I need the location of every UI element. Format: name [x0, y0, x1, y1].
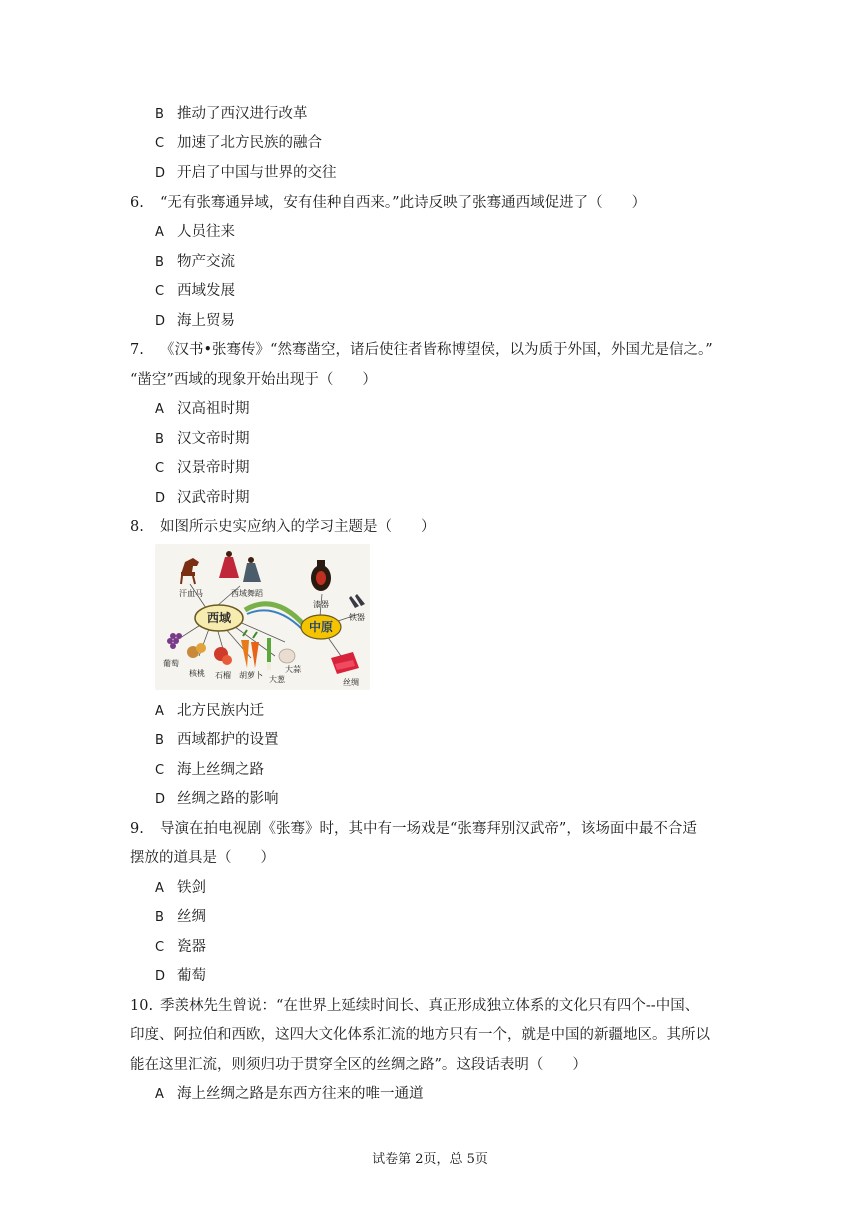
carrot-label: 胡萝卜	[239, 671, 263, 680]
option-letter: A	[155, 704, 164, 719]
question-6	[130, 193, 646, 213]
option-text: 葡萄	[177, 968, 206, 984]
option-text: 汉景帝时期	[177, 460, 250, 476]
option-text: 推动了西汉进行改革	[177, 106, 308, 122]
horse-label: 汗血马	[179, 589, 203, 598]
option-text: 铁剑	[177, 880, 206, 896]
lacquer-vase-icon	[311, 560, 331, 591]
option-text: 人员往来	[177, 224, 235, 240]
question-9	[130, 819, 697, 839]
option-text: 海上贸易	[177, 313, 235, 329]
question-10	[130, 996, 699, 1016]
walnut-icon	[187, 643, 206, 658]
option-letter: D	[155, 969, 166, 984]
option-c	[155, 133, 322, 154]
exchange-diagram	[155, 544, 370, 690]
option-text: 汉高祖时期	[177, 401, 250, 417]
option-letter: B	[155, 432, 164, 447]
question-text: 《汉书•张骞传》“然骞凿空，诸后使往者皆称博望侯，以为质于外国，外国尤是信之。”	[160, 342, 713, 358]
option-d	[155, 163, 337, 184]
option-b	[155, 730, 279, 751]
option-text: 海上丝绸之路	[177, 762, 264, 778]
option-text: 汉武帝时期	[177, 490, 250, 506]
west-central-exchange-figure	[155, 544, 370, 690]
option-text: 丝绸之路的影响	[177, 791, 279, 807]
question-number: 7.	[130, 342, 144, 358]
option-a	[155, 399, 250, 420]
option-d	[155, 311, 235, 332]
pomegranate-icon	[214, 647, 232, 665]
option-letter: C	[155, 136, 165, 151]
option-a	[155, 1084, 424, 1105]
question-number: 10.	[130, 998, 154, 1014]
pomegranate-label: 石榴	[215, 671, 231, 680]
garlic-icon	[279, 649, 295, 663]
option-a	[155, 222, 235, 243]
option-b	[155, 104, 308, 125]
option-b	[155, 252, 235, 273]
option-letter: B	[155, 910, 164, 925]
silk-icon	[331, 652, 359, 674]
option-letter: C	[155, 763, 165, 778]
dancers-icon	[219, 551, 261, 582]
option-letter: D	[155, 491, 166, 506]
question-text: 季羡林先生曾说：“在世界上延续时间长、真正形成独立体系的文化只有四个--中国、	[160, 998, 700, 1014]
option-letter: A	[155, 225, 164, 240]
option-text: 物产交流	[177, 254, 235, 270]
question-number: 8.	[130, 519, 144, 535]
option-c	[155, 281, 235, 302]
page-footer: 试卷第 2页，总 5页	[372, 1152, 488, 1167]
lacquer-label: 漆器	[313, 600, 329, 609]
question-7	[130, 340, 713, 360]
horse-icon	[181, 558, 199, 584]
option-text: 丝绸	[177, 909, 206, 925]
option-letter: A	[155, 881, 164, 896]
option-letter: D	[155, 166, 166, 181]
option-a	[155, 701, 264, 722]
silk-label: 丝绸	[343, 678, 359, 687]
option-text: 西域发展	[177, 283, 235, 299]
option-c	[155, 760, 264, 781]
garlic-label: 大蒜	[285, 665, 301, 674]
question-7-continued: “凿空”西域的现象开始出现于（ ）	[130, 372, 377, 388]
option-letter: A	[155, 402, 164, 417]
question-number: 9.	[130, 821, 144, 837]
option-a	[155, 878, 206, 899]
option-d	[155, 789, 279, 810]
onion-label: 大葱	[269, 675, 285, 684]
option-text: 瓷器	[177, 939, 206, 955]
question-text: 导演在拍电视剧《张骞》时，其中有一场戏是“张骞拜别汉武帝”，该场面中最不合适	[160, 821, 697, 837]
option-letter: B	[155, 255, 164, 270]
option-c	[155, 937, 206, 958]
walnut-label: 核桃	[189, 669, 205, 678]
option-letter: D	[155, 792, 166, 807]
option-text: 汉文帝时期	[177, 431, 250, 447]
question-number: 6.	[130, 195, 144, 211]
question-text: 如图所示史实应纳入的学习主题是（ ）	[160, 519, 436, 535]
west-node-label: 西域	[206, 611, 232, 625]
iron-tools-icon	[349, 594, 365, 608]
central-node-label: 中原	[308, 620, 334, 634]
option-letter: C	[155, 940, 165, 955]
option-b	[155, 429, 250, 450]
option-letter: A	[155, 1087, 164, 1102]
dance-label: 西域舞蹈	[231, 589, 263, 598]
option-text: 加速了北方民族的融合	[177, 135, 322, 151]
question-text: “无有张骞通异域，安有佳种自西来。”此诗反映了张骞通西域促进了（ ）	[160, 195, 647, 211]
option-letter: C	[155, 284, 165, 299]
grape-label: 葡萄	[163, 659, 179, 668]
option-letter: B	[155, 733, 164, 748]
option-text: 西域都护的设置	[177, 732, 279, 748]
grape-icon	[167, 633, 182, 649]
option-letter: D	[155, 314, 166, 329]
option-letter: C	[155, 461, 165, 476]
option-text: 海上丝绸之路是东西方往来的唯一通道	[177, 1086, 424, 1102]
onion-icon	[267, 638, 271, 670]
question-8	[130, 517, 436, 537]
option-letter: B	[155, 107, 164, 122]
option-c	[155, 458, 250, 479]
option-text: 开启了中国与世界的交往	[177, 165, 337, 181]
option-d	[155, 966, 206, 987]
option-b	[155, 907, 206, 928]
option-text: 北方民族内迁	[177, 703, 264, 719]
question-10-continued: 能在这里汇流，则须归功于贯穿全区的丝绸之路”。这段话表明（ ）	[130, 1057, 587, 1073]
carrot-icon	[241, 630, 259, 668]
question-10-continued: 印度、阿拉伯和西欧，这四大文化体系汇流的地方只有一个，就是中国的新疆地区。其所以	[130, 1027, 710, 1043]
question-9-continued: 摆放的道具是（ ）	[130, 850, 275, 866]
iron-label: 铁器	[349, 613, 365, 622]
option-d	[155, 488, 250, 509]
